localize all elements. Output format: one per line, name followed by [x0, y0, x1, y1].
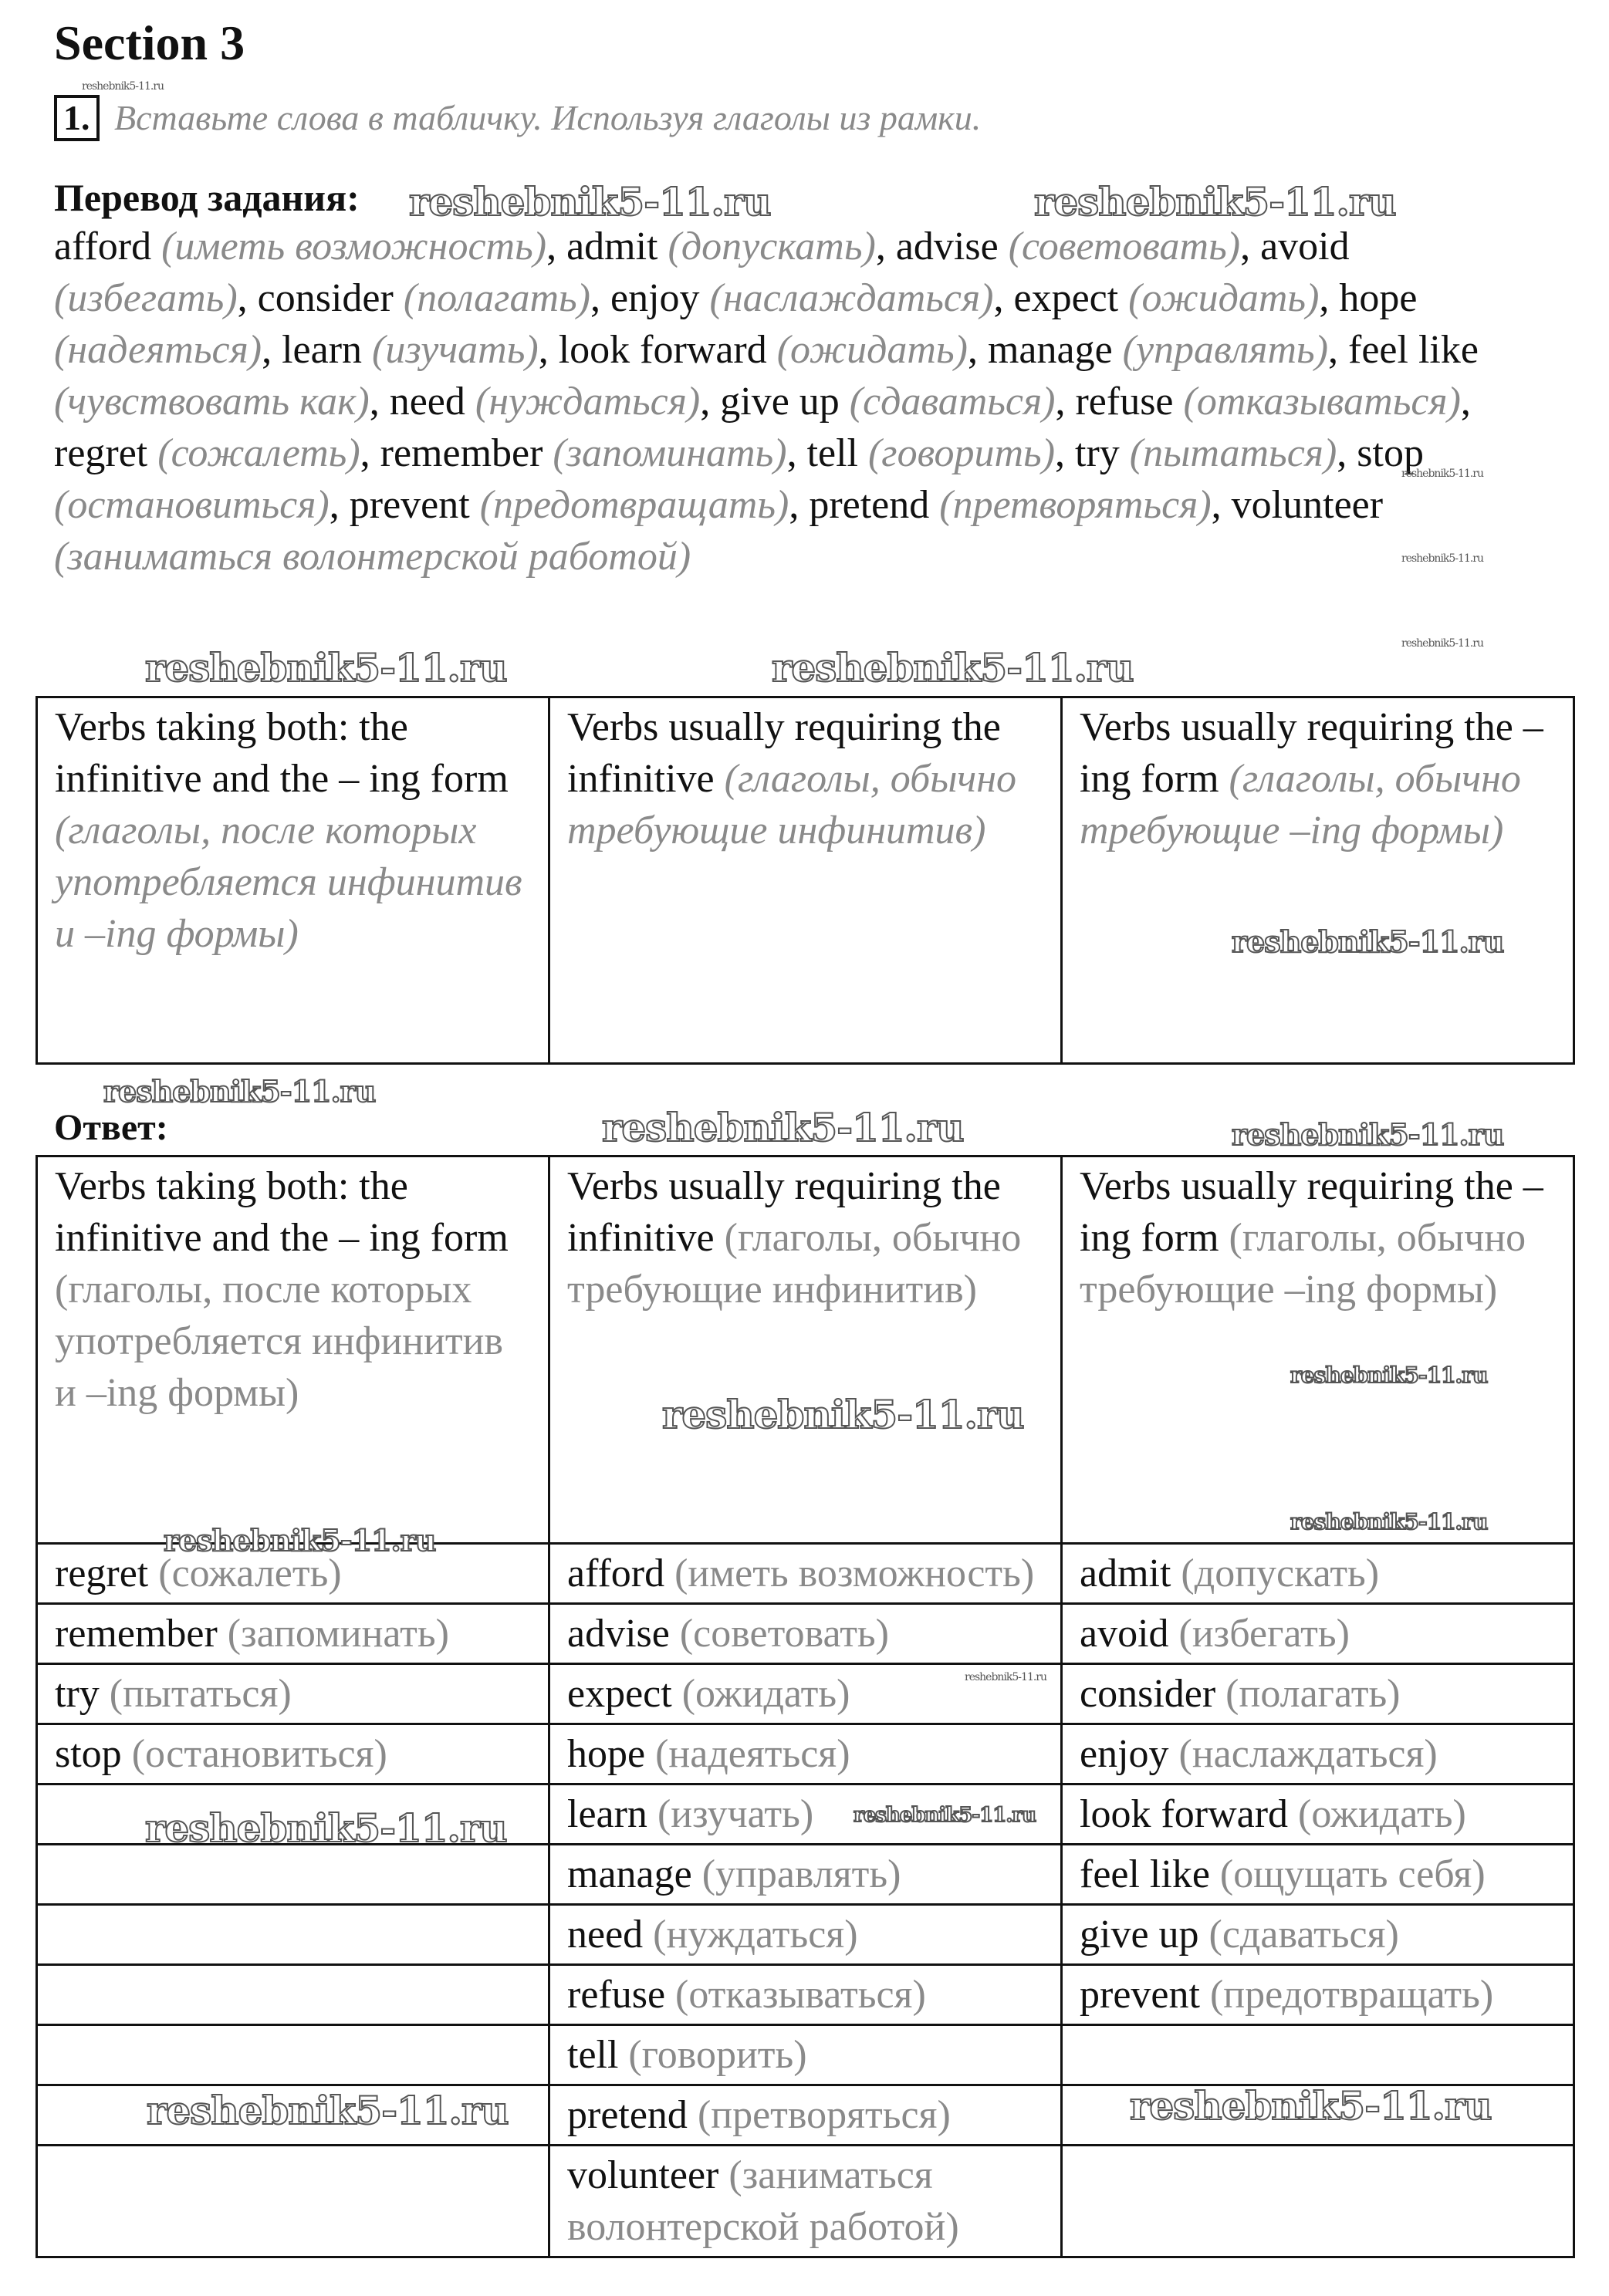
watermark: reshebnik5-11.ru	[1130, 2083, 1492, 2129]
word-entry	[896, 225, 1240, 268]
verb-english: try	[55, 1672, 100, 1716]
verb-english: refuse	[567, 1973, 666, 2017]
word-translation: (ожидать)	[1128, 276, 1320, 320]
task-table-header-row	[37, 697, 1574, 1064]
task-column-header: Verbs usually requiring the infinitive (глаголы, обычно требующие инфинитив)	[549, 697, 1062, 1064]
watermark: reshebnik5-11.ru	[164, 1523, 436, 1558]
watermark: reshebnik5-11.ru	[602, 1105, 964, 1150]
answer-column-header: Verbs usually requiring the –ing form (глаголы, обычно требующие –ing формы)	[1062, 1156, 1574, 1544]
word-translation: (ожидать)	[776, 328, 968, 372]
table-cell	[549, 2146, 1062, 2257]
word-english: regret	[54, 431, 148, 475]
word-english: manage	[987, 328, 1113, 372]
table-row	[37, 1724, 1574, 1784]
word-english: pretend	[809, 483, 930, 527]
watermark: reshebnik5-11.ru	[1401, 552, 1484, 565]
table-row	[37, 1965, 1574, 2025]
verb-translation: (запоминать)	[227, 1612, 449, 1656]
table-cell	[1062, 1544, 1574, 1604]
word-entry	[720, 380, 1055, 424]
table-cell	[549, 2085, 1062, 2146]
table-cell	[549, 1965, 1062, 2025]
verb-english: manage	[567, 1852, 692, 1896]
word-entry	[559, 328, 968, 372]
table-cell	[37, 1664, 549, 1724]
table-cell	[37, 1965, 549, 2025]
word-translation: (советовать)	[1008, 225, 1241, 268]
verb-english: advise	[567, 1612, 670, 1656]
table-cell	[549, 1905, 1062, 1965]
verb-translation: (сожалеть)	[158, 1551, 342, 1595]
word-english: consider	[257, 276, 394, 320]
verb-translation: (заниматься волонтерской работой)	[567, 2153, 959, 2249]
word-entry	[988, 328, 1328, 372]
watermark: reshebnik5-11.ru	[145, 645, 507, 690]
word-entry	[54, 431, 360, 475]
word-entry	[380, 431, 787, 475]
verb-translation: (пытаться)	[109, 1672, 292, 1716]
word-translation: (надеяться)	[54, 328, 262, 372]
verb-translation: (избегать)	[1178, 1612, 1350, 1656]
answer-column-header: Verbs usually requiring the infinitive (глаголы, обычно требующие инфинитив)	[549, 1156, 1062, 1544]
word-translation: (заниматься волонтерской работой)	[54, 535, 691, 579]
word-entry	[390, 380, 701, 424]
verb-translation: (ожидать)	[1298, 1792, 1466, 1836]
word-entry	[1075, 431, 1337, 475]
table-cell	[37, 2025, 549, 2085]
verb-translation: (ожидать)	[681, 1672, 850, 1716]
table-cell	[549, 1724, 1062, 1784]
watermark: reshebnik5-11.ru	[103, 1074, 376, 1109]
verb-translation: (полагать)	[1225, 1672, 1401, 1716]
word-translation: (сожалеть)	[157, 431, 360, 475]
word-english: refuse	[1075, 380, 1174, 424]
verb-english: afford	[567, 1551, 665, 1595]
word-english: need	[389, 380, 465, 424]
table-row	[37, 2025, 1574, 2085]
verb-english: stop	[55, 1732, 122, 1776]
word-english: learn	[282, 328, 363, 372]
section-title: Section 3	[54, 15, 245, 70]
word-entry	[282, 328, 539, 372]
answer-table-header-row	[37, 1156, 1574, 1544]
word-entry	[610, 276, 994, 320]
table-row	[37, 1604, 1574, 1664]
verb-english: consider	[1080, 1672, 1216, 1716]
table-cell	[37, 1845, 549, 1905]
table-cell	[1062, 1905, 1574, 1965]
table-cell	[1062, 1845, 1574, 1905]
watermark: reshebnik5-11.ru	[1401, 468, 1484, 480]
verb-english: learn	[567, 1792, 647, 1836]
table-row	[37, 2146, 1574, 2257]
table-cell	[1062, 1965, 1574, 2025]
word-list: afford (иметь возможность), admit (допускать), advise (советовать), avoid (избегать), consider (полагать), enjoy (наслаждаться), expect (ожидать), hope (надеяться), learn (изучать), look forward (ожидать), manage (управлять), feel like (чувствовать как), need (нуждаться), give up (сдаваться), refuse (отказываться), regret (сожалеть), remember (запоминать), tell (говорить), try (пытаться), stop (остановиться), prevent (предотвращать), pretend (претворяться), volunteer (заниматься волонтерской работой)	[54, 225, 1479, 579]
table-cell	[1062, 1784, 1574, 1845]
watermark: reshebnik5-11.ru	[1232, 924, 1504, 959]
word-english: prevent	[349, 483, 470, 527]
verb-translation: (управлять)	[701, 1852, 901, 1896]
word-translation: (избегать)	[54, 276, 238, 320]
table-row	[37, 1664, 1574, 1724]
answer-heading: Ответ:	[54, 1107, 168, 1148]
verb-english: remember	[55, 1612, 218, 1656]
table-row	[37, 1905, 1574, 1965]
word-entry	[809, 483, 1211, 527]
word-translation: (изучать)	[372, 328, 539, 372]
word-english: expect	[1013, 276, 1119, 320]
watermark: reshebnik5-11.ru	[147, 2088, 509, 2133]
verb-english: need	[567, 1913, 644, 1957]
table-cell	[1062, 1664, 1574, 1724]
watermark: reshebnik5-11.ru	[854, 1804, 1036, 1827]
table-cell	[1062, 2025, 1574, 2085]
task-line	[54, 94, 981, 142]
verb-english: look forward	[1080, 1792, 1289, 1836]
word-entry	[1075, 380, 1460, 424]
verb-english: expect	[567, 1672, 672, 1716]
word-english: give up	[720, 380, 840, 424]
table-cell	[1062, 1724, 1574, 1784]
task-number: 1.	[54, 95, 100, 141]
verb-translation: (наслаждаться)	[1178, 1732, 1438, 1776]
table-cell	[549, 2025, 1062, 2085]
word-translation: (чувствовать как)	[54, 380, 370, 424]
word-entry	[1013, 276, 1319, 320]
translation-heading: Перевод задания:	[54, 176, 360, 219]
word-translation: (иметь возможность)	[161, 225, 547, 268]
word-english: tell	[806, 431, 858, 475]
table-cell	[1062, 2146, 1574, 2257]
verb-translation: (иметь возможность)	[674, 1551, 1035, 1595]
word-translation: (допускать)	[668, 225, 876, 268]
verb-english: enjoy	[1080, 1732, 1169, 1776]
verb-english: hope	[567, 1732, 646, 1776]
verb-translation: (надеяться)	[655, 1732, 850, 1776]
word-english: afford	[54, 225, 152, 268]
word-translation: (отказываться)	[1183, 380, 1461, 424]
table-row	[37, 1845, 1574, 1905]
word-english: hope	[1339, 276, 1418, 320]
word-translation: (говорить)	[867, 431, 1056, 475]
word-translation: (сдаваться)	[849, 380, 1056, 424]
watermark: reshebnik5-11.ru	[1290, 1509, 1488, 1535]
table-cell	[37, 2146, 549, 2257]
task-column-header: Verbs usually requiring the –ing form (глаголы, обычно требующие –ing формы)	[1062, 697, 1574, 1064]
watermark: reshebnik5-11.ru	[662, 1392, 1024, 1437]
verb-translation: (отказываться)	[675, 1973, 926, 2017]
word-translation: (наслаждаться)	[709, 276, 994, 320]
table-cell	[37, 1604, 549, 1664]
verb-translation: (изучать)	[657, 1792, 814, 1836]
verb-translation: (допускать)	[1181, 1551, 1380, 1595]
watermark: reshebnik5-11.ru	[82, 80, 164, 93]
watermark: reshebnik5-11.ru	[145, 1805, 507, 1851]
verb-translation: (претворяться)	[697, 2093, 951, 2137]
word-english: volunteer	[1231, 483, 1384, 527]
table-cell	[37, 1905, 549, 1965]
verb-english: prevent	[1080, 1973, 1200, 2017]
word-entry	[350, 483, 789, 527]
word-english: avoid	[1260, 225, 1350, 268]
word-translation: (управлять)	[1122, 328, 1329, 372]
word-entry	[258, 276, 590, 320]
verb-translation: (говорить)	[628, 2033, 807, 2077]
task-table	[35, 696, 1575, 1065]
task-column-header: Verbs taking both: the infinitive and the – ing form (глаголы, после которых употребляется инфинитив и –ing формы)	[37, 697, 549, 1064]
word-entry	[566, 225, 876, 268]
word-english: enjoy	[610, 276, 700, 320]
word-entry	[54, 225, 546, 268]
verb-translation: (советовать)	[679, 1612, 889, 1656]
table-cell	[549, 1544, 1062, 1604]
word-translation: (полагать)	[403, 276, 590, 320]
word-english: admit	[566, 225, 658, 268]
word-translation: (остановиться)	[54, 483, 330, 527]
verb-english: feel like	[1080, 1852, 1210, 1896]
watermark: reshebnik5-11.ru	[409, 179, 771, 225]
answer-column-header: Verbs taking both: the infinitive and the – ing form (глаголы, после которых употребляется инфинитив и –ing формы)	[37, 1156, 549, 1544]
word-english: try	[1075, 431, 1120, 475]
verb-english: pretend	[567, 2093, 688, 2137]
table-cell	[549, 1604, 1062, 1664]
verb-english: avoid	[1080, 1612, 1169, 1656]
word-translation: (предотвращать)	[479, 483, 789, 527]
verb-translation: (остановиться)	[131, 1732, 387, 1776]
verb-translation: (сдаваться)	[1208, 1913, 1399, 1957]
verb-translation: (предотвращать)	[1209, 1973, 1494, 2017]
watermark: reshebnik5-11.ru	[965, 1671, 1047, 1683]
watermark: reshebnik5-11.ru	[1034, 179, 1396, 225]
verb-translation: (нуждаться)	[653, 1913, 858, 1957]
word-english: feel like	[1348, 328, 1479, 372]
watermark: reshebnik5-11.ru	[772, 645, 1134, 690]
verb-translation: (ощущать себя)	[1219, 1852, 1486, 1896]
watermark: reshebnik5-11.ru	[1290, 1362, 1488, 1388]
task-instruction: Вставьте слова в табличку. Используя глаголы из рамки.	[114, 98, 982, 137]
word-english: stop	[1357, 431, 1424, 475]
word-translation: (претворяться)	[939, 483, 1212, 527]
verb-english: give up	[1080, 1913, 1199, 1957]
watermark: reshebnik5-11.ru	[1401, 637, 1484, 650]
watermark: reshebnik5-11.ru	[1232, 1117, 1504, 1152]
verb-english: tell	[567, 2033, 619, 2077]
word-translation: (запоминать)	[553, 431, 787, 475]
word-english: remember	[380, 431, 543, 475]
word-translation: (нуждаться)	[475, 380, 701, 424]
word-english: look forward	[558, 328, 767, 372]
verb-english: volunteer	[567, 2153, 719, 2197]
word-english: advise	[895, 225, 999, 268]
verb-english: admit	[1080, 1551, 1171, 1595]
table-cell	[1062, 1604, 1574, 1664]
word-entry	[807, 431, 1055, 475]
verb-english: regret	[55, 1551, 149, 1595]
table-cell	[549, 1845, 1062, 1905]
word-translation: (пытаться)	[1129, 431, 1337, 475]
table-cell	[37, 1724, 549, 1784]
